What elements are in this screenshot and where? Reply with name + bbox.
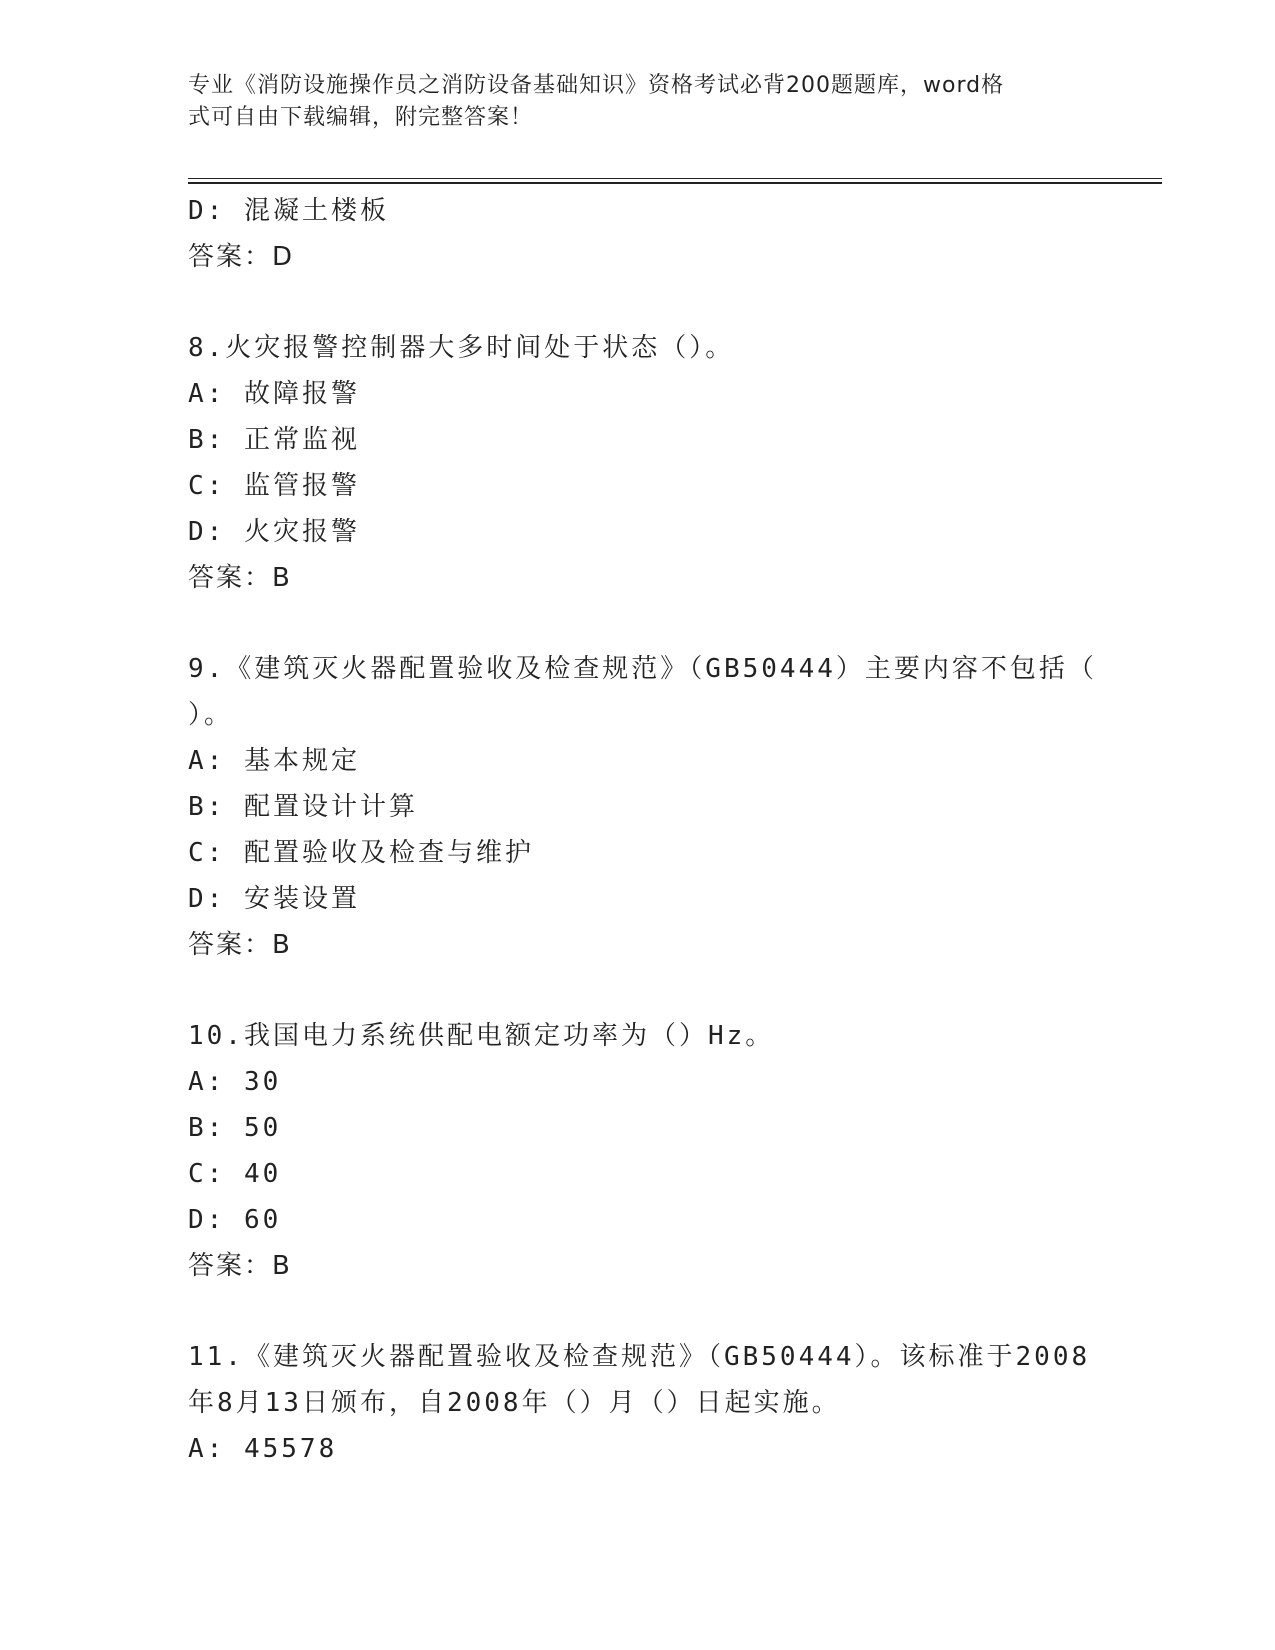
question-10 [188, 1013, 1088, 1289]
question-7-partial [188, 188, 1088, 280]
option-b: B: 50 [188, 1113, 282, 1143]
header-divider-thin [188, 178, 1162, 179]
question-list [188, 188, 1097, 1472]
option-d: D: 火灾报警 [188, 517, 360, 547]
header-line-2: 式可自由下载编辑，附完整答案！ [188, 105, 534, 130]
option-a: A: 故障报警 [188, 379, 360, 409]
option-b: B: 正常监视 [188, 425, 360, 455]
document-header [188, 70, 1088, 134]
option-d: D: 60 [188, 1205, 282, 1235]
question-9 [188, 646, 1097, 968]
question-text-line-1: 11.《建筑灭火器配置验收及检查规范》（GB50444）。该标准于2008 [188, 1342, 1091, 1372]
option-a: A: 45578 [188, 1434, 338, 1464]
answer: 答案：D [188, 242, 295, 272]
option-c: C: 监管报警 [188, 471, 360, 501]
question-11 [188, 1334, 1091, 1472]
question-text-line-2: ）。 [188, 700, 234, 730]
answer: 答案：B [188, 1251, 292, 1281]
option-b: B: 配置设计计算 [188, 792, 418, 822]
option-c: C: 配置验收及检查与维护 [188, 838, 534, 868]
question-text: 10.我国电力系统供配电额定功率为（）Hz。 [188, 1021, 775, 1051]
answer: 答案：B [188, 930, 292, 960]
question-text-line-2: 年8月13日颁布，自2008年（）月（）日起实施。 [188, 1388, 841, 1418]
option-a: A: 30 [188, 1067, 282, 1097]
header-divider-thick [188, 182, 1162, 184]
question-text-line-1: 9.《建筑灭火器配置验收及检查规范》（GB50444）主要内容不包括（ [188, 654, 1097, 684]
question-text: 8.火灾报警控制器大多时间处于状态（）。 [188, 333, 735, 363]
option-a: A: 基本规定 [188, 746, 360, 776]
option-d: D: 混凝土楼板 [188, 196, 389, 226]
answer: 答案：B [188, 563, 292, 593]
header-line-1: 专业《消防设施操作员之消防设备基础知识》资格考试必背200题题库，word格 [188, 73, 1005, 98]
question-8 [188, 325, 1088, 601]
option-d: D: 安装设置 [188, 884, 360, 914]
option-c: C: 40 [188, 1159, 282, 1189]
